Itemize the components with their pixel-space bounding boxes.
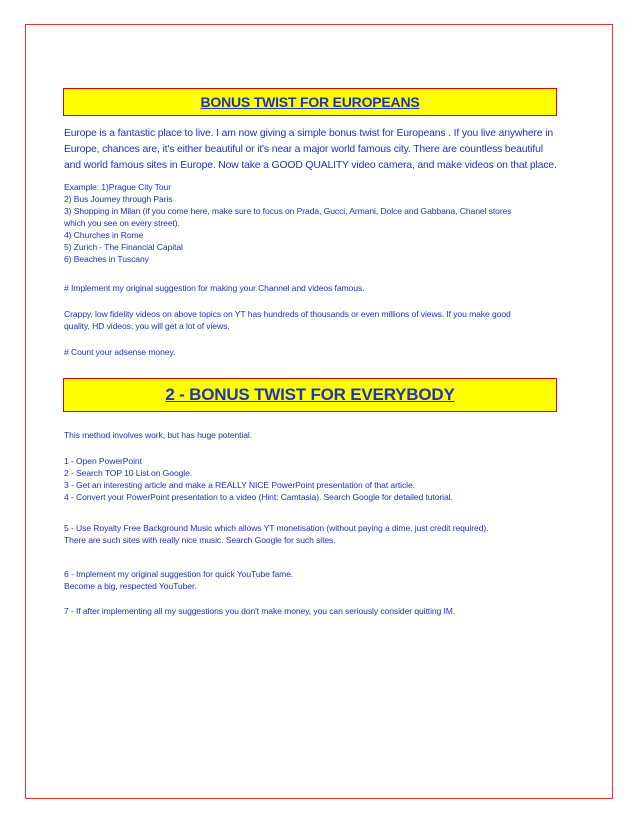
count-adsense-note [64, 346, 584, 358]
section-heading-text: 2 - BONUS TWIST FOR EVERYBODY [165, 385, 455, 404]
step-7-paragraph [64, 605, 584, 617]
section-heading-text: BONUS TWIST FOR EUROPEANS [200, 94, 420, 110]
step-item: 5 - Use Royalty Free Background Music which allows YT monetisation (without paying a dime, just credit required). [64, 523, 489, 533]
section-heading-everybody [63, 378, 557, 412]
implement-note [64, 282, 584, 294]
step-item: 2 - Search TOP 10 List on Google. [64, 468, 193, 478]
step-item: 1 - Open PowerPoint [64, 456, 142, 466]
intro-line: and world famous sites in Europe. Now take a GOOD QUALITY video camera, and make videos on that place. [64, 160, 557, 171]
step-item: Become a big, respected YouTuber. [64, 581, 197, 591]
example-item: 4) Churches in Rome [64, 230, 144, 240]
intro-line: Europe is a fantastic place to live. I am now giving a simple bonus twist for Europeans . If you live anywhere in [64, 128, 553, 139]
crappy-videos-paragraph [64, 308, 584, 332]
section-heading-europeans [63, 88, 557, 116]
step-item: 4 - Convert your PowerPoint presentation to a video (Hint: Camtasia). Search Google for detailed tutorial. [64, 492, 453, 502]
example-item: 2) Bus Journey through Paris [64, 194, 173, 204]
step-item: 3 - Get an interesting article and make a REALLY NICE PowerPoint presentation of that article. [64, 480, 415, 490]
intro-paragraph [64, 126, 584, 174]
step-item: There are such sites with really nice music. Search Google for such sites. [64, 535, 336, 545]
step-item: 7 - If after implementing all my suggestions you don't make money, you can seriously consider quitting IM. [64, 606, 456, 616]
method-line: This method involves work, but has huge potential. [64, 430, 252, 440]
crappy-line: quality, HD videos, you will get a lot of views. [64, 321, 230, 331]
example-item: Example: 1)Prague City Tour [64, 182, 171, 192]
example-item: which you see on every street). [64, 218, 180, 228]
crappy-line: Crappy, low fidelity videos on above topics on YT has hundreds of thousands or even millions of views. If you make good [64, 309, 511, 319]
steps-list [64, 455, 584, 503]
example-item: 3) Shopping in Milan (if you come here, make sure to focus on Prada, Gucci, Armani, Dolce and Gabbana, Chanel stores [64, 206, 512, 216]
examples-list [64, 181, 584, 265]
example-item: 6) Beaches in Tuscany [64, 254, 149, 264]
intro-line: Europe, chances are, it's either beautiful or it's near a major world famous city. There are countless beautiful [64, 144, 543, 155]
implement-line: # Implement my original suggestion for making your Channel and videos famous. [64, 283, 365, 293]
step-6-paragraph [64, 568, 584, 592]
count-line: # Count your adsense money. [64, 347, 176, 357]
example-item: 5) Zurich - The Financial Capital [64, 242, 183, 252]
method-intro [64, 429, 584, 441]
step-item: 6 - Implement my original suggestion for quick YouTube fame. [64, 569, 294, 579]
step-5-paragraph [64, 522, 584, 546]
